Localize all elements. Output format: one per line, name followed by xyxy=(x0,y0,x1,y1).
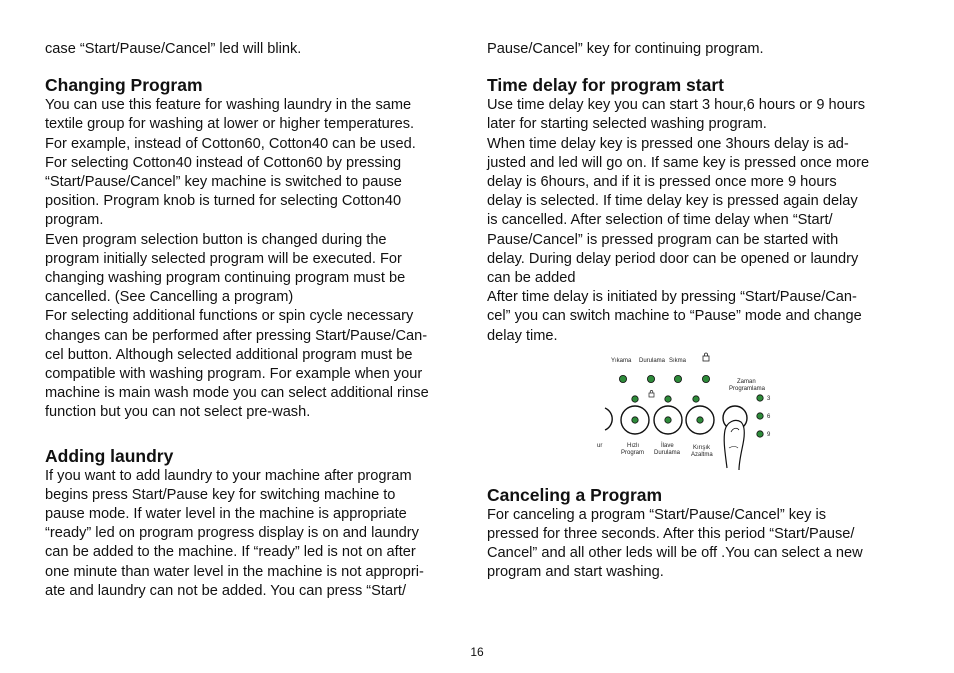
delay-6-label: 6 xyxy=(767,413,771,420)
right-column xyxy=(487,40,912,583)
body-line: can be added to the machine. If “ready” led is not on after xyxy=(45,544,416,561)
body-line: After time delay is initiated by pressing “Start/Pause/Can- xyxy=(487,289,857,306)
led-hizli xyxy=(632,396,638,402)
body-line: For example, instead of Cotton60, Cotton40 can be used. xyxy=(45,135,416,152)
led-delay-9 xyxy=(757,431,763,437)
delay-3-label: 3 xyxy=(767,395,771,402)
led-delay-6 xyxy=(757,413,763,419)
body-line: delay is selected. If time delay key is pressed again delay xyxy=(487,193,858,210)
body-line: textile group for washing at lower or higher temperatures. xyxy=(45,116,415,133)
body-line: changing washing program continuing program must be xyxy=(45,270,406,287)
label-program: Program xyxy=(621,449,645,456)
led-sikma xyxy=(674,375,681,382)
body-line: For canceling a program “Start/Pause/Cancel” key is xyxy=(487,506,827,523)
body-line: Pause/Cancel” is pressed program can be started with xyxy=(487,231,839,248)
label-ilave: İlave xyxy=(661,442,674,449)
intro-line: Pause/Cancel” key for continuing program. xyxy=(487,41,764,57)
body-line: You can use this feature for washing laundry in the same xyxy=(45,97,412,114)
led-lock xyxy=(702,375,709,382)
label-programlama: Programlama xyxy=(729,385,766,392)
body-line: function but you can not select pre-wash. xyxy=(45,404,311,421)
body-line: position. Program knob is turned for selecting Cotton40 xyxy=(45,193,402,210)
body-line: cancelled. (See Cancelling a program) xyxy=(45,289,294,306)
body-line: is cancelled. After selection of time delay when “Start/ xyxy=(487,212,833,229)
body-line: “Start/Pause/Cancel” key machine is switched to pause xyxy=(45,174,402,191)
body-line: program. xyxy=(45,212,104,229)
body-line: For selecting additional functions or spin cycle necessary xyxy=(45,308,414,325)
control-panel-illustration xyxy=(487,352,817,476)
led-yikama xyxy=(619,375,626,382)
body-line: compatible with washing program. For example when your xyxy=(45,366,423,383)
delay-9-label: 9 xyxy=(767,431,771,438)
partial-button-outline xyxy=(605,408,612,430)
body-line: If you want to add laundry to your machine after program xyxy=(45,467,412,484)
body-line: justed and led will go on. If same key is pressed once more xyxy=(487,154,870,171)
finger-icon xyxy=(724,420,744,470)
led-indicator xyxy=(697,417,703,423)
body-line: cel button. Although selected additional program must be xyxy=(45,346,413,363)
body-line: pause mode. If water level in the machine is appropriate xyxy=(45,506,407,523)
body-line: Cancel” and all other leds will be off .You can select a new xyxy=(487,545,863,562)
label-durulama-bottom: Durulama xyxy=(654,449,681,456)
label-kirisik: Kırışık xyxy=(693,444,711,451)
body-line: “ready” led on program progress display is on and laundry xyxy=(45,525,419,542)
label-yikama: Yıkama xyxy=(611,357,632,364)
body-line: changes can be performed after pressing Start/Pause/Can- xyxy=(45,327,428,344)
changing-program-body xyxy=(45,96,470,422)
body-line: ate and laundry can not be added. You can press “Start/ xyxy=(45,582,407,599)
control-panel-svg xyxy=(487,352,817,476)
left-column xyxy=(45,40,470,601)
body-line: delay. During delay period door can be opened or laundry xyxy=(487,250,859,267)
time-delay-heading: Time delay for program start xyxy=(487,75,724,96)
time-delay-body xyxy=(487,96,912,346)
page-number: 16 xyxy=(470,645,484,659)
body-line: one minute than water level in the machine is not appropri- xyxy=(45,563,424,580)
body-line: delay time. xyxy=(487,327,558,344)
body-line: begins press Start/Pause key for switching machine to xyxy=(45,486,396,503)
label-hizli: Hızlı xyxy=(627,442,639,449)
adding-laundry-body xyxy=(45,467,470,601)
led-durulama xyxy=(647,375,654,382)
body-line: delay is 6hours, and if it is pressed once more 9 hours xyxy=(487,174,837,191)
label-durulama: Durulama xyxy=(639,357,666,364)
lock-icon xyxy=(703,353,709,361)
label-azaltma: Azaltma xyxy=(691,451,713,458)
led-indicator xyxy=(632,417,638,423)
body-line: When time delay key is pressed one 3hours delay is ad- xyxy=(487,135,849,152)
body-line: later for starting selected washing program. xyxy=(487,116,767,133)
label-sikma: Sıkma xyxy=(669,357,687,364)
changing-program-heading: Changing Program xyxy=(45,75,203,96)
lock-icon xyxy=(649,390,654,397)
body-line: pressed for three seconds. After this period “Start/Pause/ xyxy=(487,526,855,543)
body-line: program and start washing. xyxy=(487,564,664,581)
canceling-heading: Canceling a Program xyxy=(487,484,663,505)
led-ilave xyxy=(665,396,671,402)
body-line: For selecting Cotton40 instead of Cotton60 by pressing xyxy=(45,154,402,171)
body-line: cel” you can switch machine to “Pause” mode and change xyxy=(487,308,862,325)
adding-laundry-heading: Adding laundry xyxy=(45,445,174,466)
label-partial: ur xyxy=(597,442,603,449)
label-zaman: Zaman xyxy=(737,378,756,385)
body-line: program initially selected program will be executed. For xyxy=(45,250,402,267)
body-line: Use time delay key you can start 3 hour,6 hours or 9 hours xyxy=(487,97,866,114)
led-kirisik xyxy=(693,396,699,402)
led-delay-3 xyxy=(757,395,763,401)
body-line: can be added xyxy=(487,270,576,287)
body-line: Even program selection button is changed during the xyxy=(45,231,387,248)
intro-line: case “Start/Pause/Cancel” led will blink. xyxy=(45,41,302,57)
body-line: machine is main wash mode you can select additional rinse xyxy=(45,385,429,402)
led-indicator xyxy=(665,417,671,423)
canceling-body xyxy=(487,506,912,583)
